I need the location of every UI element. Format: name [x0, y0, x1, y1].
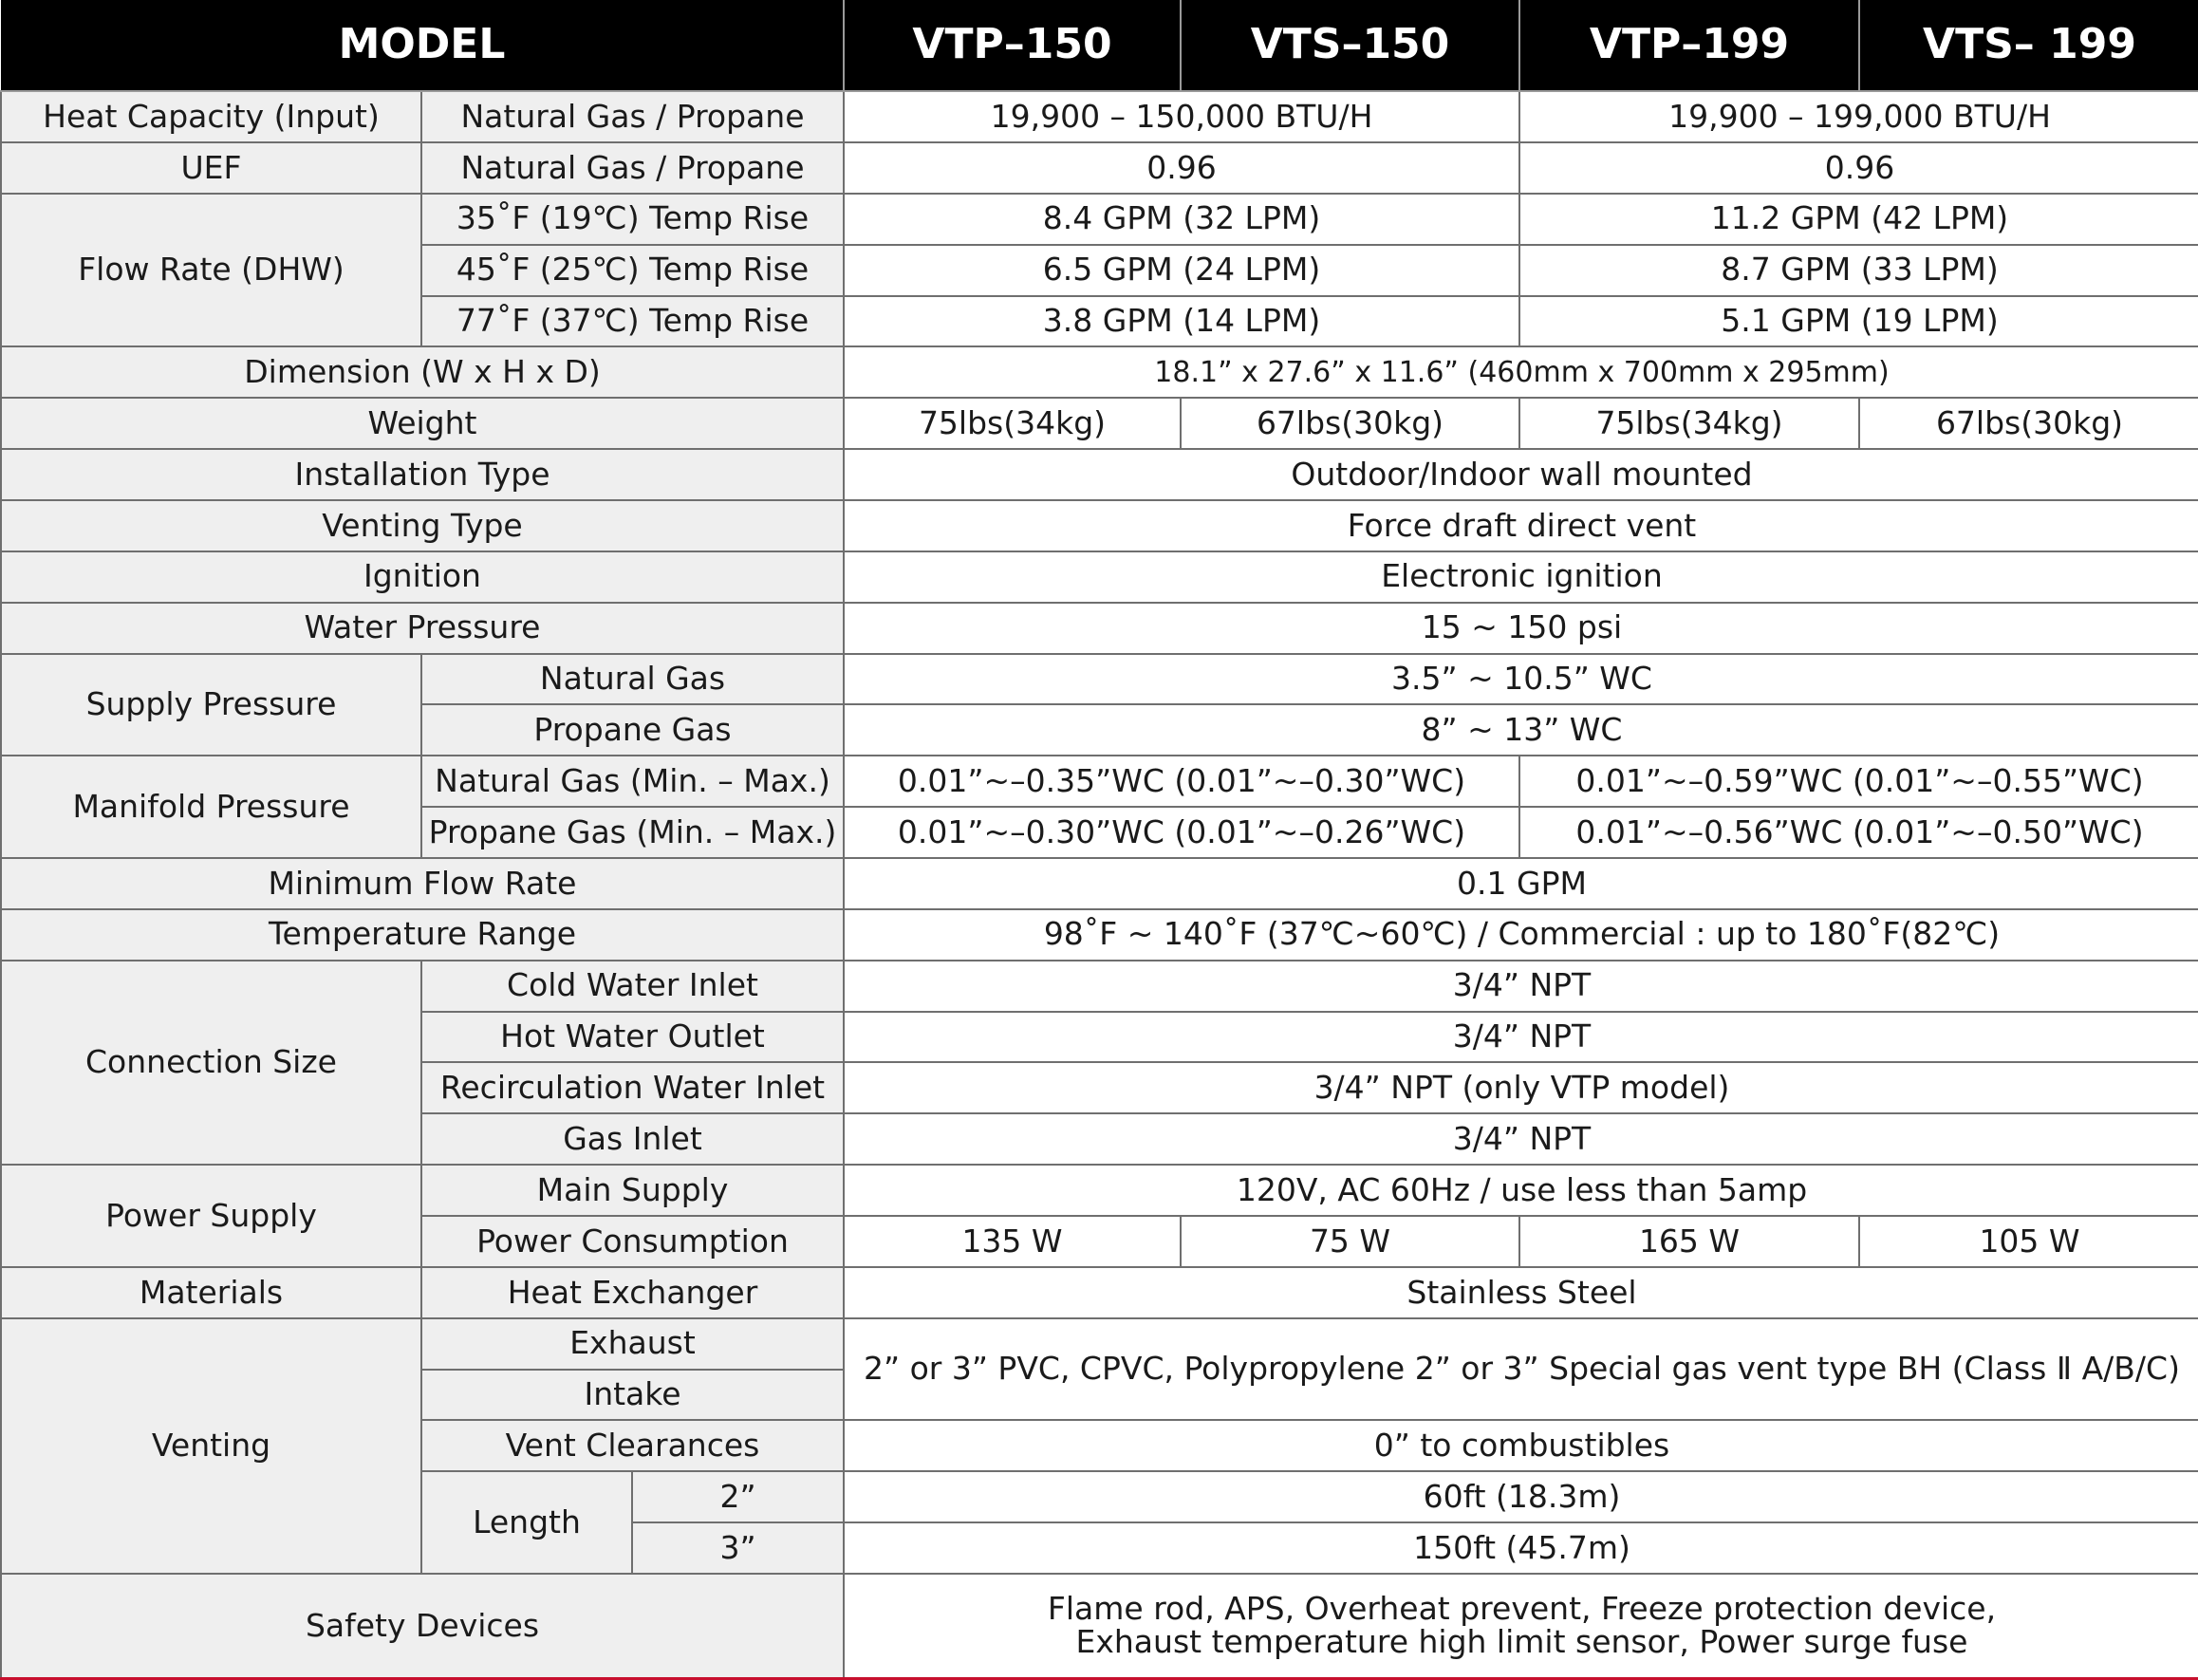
row-sublabel: Power Consumption — [421, 1216, 844, 1267]
value-150: 8.4 GPM (32 LPM) — [844, 194, 1519, 245]
value-vts-150: 67lbs(30kg) — [1181, 398, 1519, 449]
value-all: 150ft (45.7m) — [844, 1522, 2198, 1574]
row-sublabel: Cold Water Inlet — [421, 961, 844, 1012]
value-all: 18.1” x 27.6” x 11.6” (460mm x 700mm x 295mm) — [844, 346, 2198, 398]
value-all: 0.1 GPM — [844, 858, 2198, 909]
value-150: 6.5 GPM (24 LPM) — [844, 245, 1519, 296]
row-sublabel: Length — [421, 1471, 632, 1574]
table-row — [1, 756, 2198, 807]
row-sublabel: Heat Exchanger — [421, 1267, 844, 1318]
value-199: 0.96 — [1519, 142, 2198, 194]
row-sublabel: Recirculation Water Inlet — [421, 1062, 844, 1113]
value-199: 8.7 GPM (33 LPM) — [1519, 245, 2198, 296]
value-all: 8” ~ 13” WC — [844, 704, 2198, 756]
value-all: 3.5” ~ 10.5” WC — [844, 654, 2198, 705]
model-header: MODEL — [1, 0, 844, 91]
value-all: 3/4” NPT — [844, 961, 2198, 1012]
row-sublabel: Vent Clearances — [421, 1420, 844, 1471]
table-row — [1, 1267, 2198, 1318]
row-label: Supply Pressure — [1, 654, 421, 756]
row-sublabel: Exhaust — [421, 1318, 844, 1370]
table-row — [1, 1165, 2198, 1216]
row-size: 2” — [632, 1471, 844, 1522]
safety-line-2: Exhaust temperature high limit sensor, Power surge fuse — [1075, 1623, 1968, 1661]
table-row — [1, 500, 2198, 551]
value-199: 11.2 GPM (42 LPM) — [1519, 194, 2198, 245]
row-label: Power Supply — [1, 1165, 421, 1267]
row-sublabel: Gas Inlet — [421, 1113, 844, 1165]
value-all: 3/4” NPT — [844, 1012, 2198, 1063]
table-row — [1, 858, 2198, 909]
value-all: 3/4” NPT — [844, 1113, 2198, 1165]
row-label: Heat Capacity (Input) — [1, 91, 421, 142]
row-label: Installation Type — [1, 449, 844, 500]
table-row — [1, 909, 2198, 961]
value-vts-150: 75 W — [1181, 1216, 1519, 1267]
row-sublabel: Intake — [421, 1370, 844, 1421]
row-sublabel: Propane Gas — [421, 704, 844, 756]
value-199: 19,900 – 199,000 BTU/H — [1519, 91, 2198, 142]
table-row — [1, 398, 2198, 449]
model-vts-199: VTS– 199 — [1859, 0, 2198, 91]
value-150: 0.96 — [844, 142, 1519, 194]
table-row — [1, 449, 2198, 500]
table-row — [1, 961, 2198, 1012]
row-label: Ignition — [1, 551, 844, 603]
value-all: 120V, AC 60Hz / use less than 5amp — [844, 1165, 2198, 1216]
row-label: Minimum Flow Rate — [1, 858, 844, 909]
row-sublabel: Hot Water Outlet — [421, 1012, 844, 1063]
row-size: 3” — [632, 1522, 844, 1574]
value-all: 15 ~ 150 psi — [844, 603, 2198, 654]
row-label: Safety Devices — [1, 1574, 844, 1678]
row-sublabel: Natural Gas / Propane — [421, 142, 844, 194]
value-vtp-150: 75lbs(34kg) — [844, 398, 1181, 449]
value-199: 5.1 GPM (19 LPM) — [1519, 296, 2198, 347]
value-all — [844, 1574, 2198, 1678]
table-row — [1, 142, 2198, 194]
row-label: Water Pressure — [1, 603, 844, 654]
value-vts-199: 67lbs(30kg) — [1859, 398, 2198, 449]
model-vtp-150: VTP–150 — [844, 0, 1181, 91]
value-150: 0.01”~–0.30”WC (0.01”~–0.26”WC) — [844, 807, 1519, 858]
value-all: Force draft direct vent — [844, 500, 2198, 551]
row-label: Venting Type — [1, 500, 844, 551]
row-sublabel: 77˚F (37℃) Temp Rise — [421, 296, 844, 347]
header-row — [1, 0, 2198, 91]
model-vtp-199: VTP–199 — [1519, 0, 1859, 91]
safety-line-1: Flame rod, APS, Overheat prevent, Freeze protection device, — [1047, 1590, 1997, 1628]
value-vtp-199: 165 W — [1519, 1216, 1859, 1267]
table-row — [1, 654, 2198, 705]
model-vts-150: VTS–150 — [1181, 0, 1519, 91]
value-all: 0” to combustibles — [844, 1420, 2198, 1471]
row-label: Temperature Range — [1, 909, 844, 961]
row-label: Dimension (W x H x D) — [1, 346, 844, 398]
row-label: Connection Size — [1, 961, 421, 1165]
value-150: 19,900 – 150,000 BTU/H — [844, 91, 1519, 142]
value-all: 3/4” NPT (only VTP model) — [844, 1062, 2198, 1113]
value-all: Outdoor/Indoor wall mounted — [844, 449, 2198, 500]
row-sublabel: Propane Gas (Min. – Max.) — [421, 807, 844, 858]
row-label: Flow Rate (DHW) — [1, 194, 421, 347]
row-label: Venting — [1, 1318, 421, 1574]
table-row — [1, 1574, 2198, 1678]
value-vts-199: 105 W — [1859, 1216, 2198, 1267]
value-199: 0.01”~–0.59”WC (0.01”~–0.55”WC) — [1519, 756, 2198, 807]
row-label: UEF — [1, 142, 421, 194]
table-row — [1, 1318, 2198, 1370]
row-sublabel: Main Supply — [421, 1165, 844, 1216]
table-row — [1, 91, 2198, 142]
value-150: 3.8 GPM (14 LPM) — [844, 296, 1519, 347]
table-row — [1, 346, 2198, 398]
value-vtp-199: 75lbs(34kg) — [1519, 398, 1859, 449]
row-label: Manifold Pressure — [1, 756, 421, 858]
row-sublabel: 35˚F (19℃) Temp Rise — [421, 194, 844, 245]
value-all: 60ft (18.3m) — [844, 1471, 2198, 1522]
value-all: 98˚F ~ 140˚F (37℃~60℃) / Commercial : up to 180˚F(82℃) — [844, 909, 2198, 961]
value-vtp-150: 135 W — [844, 1216, 1181, 1267]
value-150: 0.01”~–0.35”WC (0.01”~–0.30”WC) — [844, 756, 1519, 807]
row-label: Weight — [1, 398, 844, 449]
value-all: 2” or 3” PVC, CPVC, Polypropylene 2” or 3” Special gas vent type BH (Class Ⅱ A/B/C) — [844, 1318, 2198, 1421]
row-label: Materials — [1, 1267, 421, 1318]
value-all: Electronic ignition — [844, 551, 2198, 603]
row-sublabel: Natural Gas / Propane — [421, 91, 844, 142]
row-sublabel: Natural Gas — [421, 654, 844, 705]
table-row — [1, 194, 2198, 245]
table-row — [1, 603, 2198, 654]
row-sublabel: Natural Gas (Min. – Max.) — [421, 756, 844, 807]
value-all: Stainless Steel — [844, 1267, 2198, 1318]
value-199: 0.01”~–0.56”WC (0.01”~–0.50”WC) — [1519, 807, 2198, 858]
table-row — [1, 551, 2198, 603]
row-sublabel: 45˚F (25℃) Temp Rise — [421, 245, 844, 296]
